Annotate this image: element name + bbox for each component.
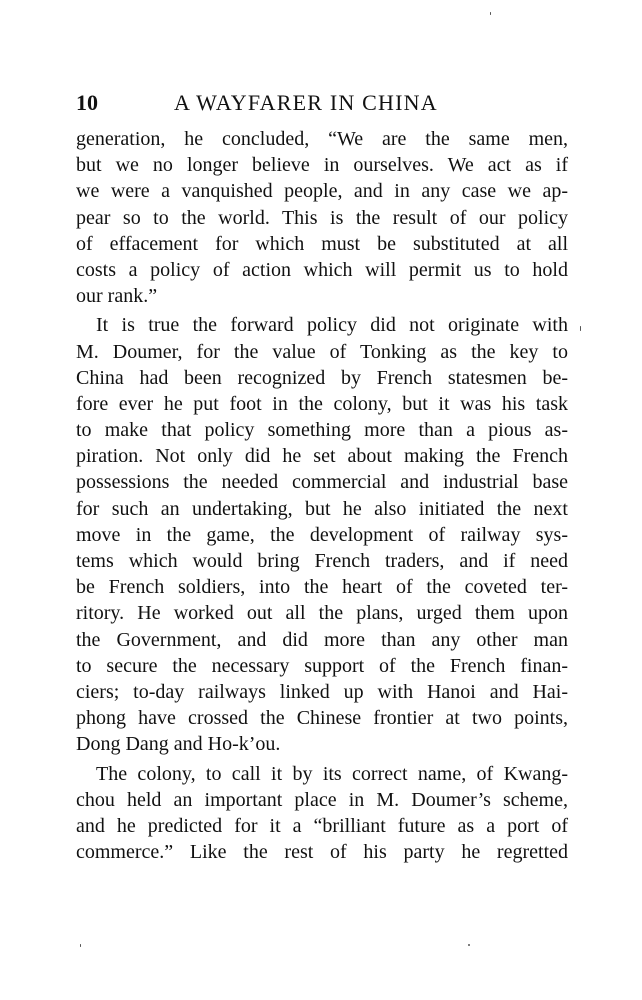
scan-speck (490, 12, 491, 15)
text-line: chou held an important place in M. Doumer’s scheme, (76, 788, 568, 811)
text-line: It is true the forward policy did not originate with (96, 314, 568, 337)
text-line: and he predicted for it a “brilliant future as a port of (76, 814, 568, 837)
text-line: The colony, to call it by its correct name, of Kwang- (96, 762, 568, 785)
text-line: generation, he concluded, “We are the same men, (76, 128, 568, 150)
text-line: possessions the needed commercial and industrial base (76, 471, 568, 494)
text-line: commerce.” Like the rest of his party he regretted (76, 841, 568, 864)
text-line: phong have crossed the Chinese frontier at two points, (76, 707, 568, 730)
text-line: Dong Dang and Ho-k’ou. (76, 733, 281, 756)
page-header (76, 86, 568, 122)
text-line: tems which would bring French traders, and if need (76, 550, 568, 572)
text-line: our rank.” (76, 285, 158, 308)
scan-speck (80, 944, 81, 947)
text-line: of effacement for which must be substituted at all (76, 232, 568, 255)
text-line: costs a policy of action which will permit us to hold (76, 258, 568, 281)
text-line: China had been recognized by French statesmen be- (76, 366, 568, 389)
scan-speck (580, 326, 581, 331)
paragraph (76, 312, 568, 757)
page-number: 10 (76, 90, 98, 115)
text-line: to secure the necessary support of the French finan- (76, 654, 568, 677)
text-line: we were a vanquished people, and in any case we ap- (76, 180, 568, 203)
paragraph (76, 126, 568, 309)
scan-speck (468, 944, 470, 946)
text-line: to make that policy something more than a pious as- (76, 419, 568, 442)
text-line: ritory. He worked out all the plans, urged them upon (76, 602, 568, 625)
text-line: pear so to the world. This is the result of our policy (76, 206, 568, 229)
text-line: but we no longer believe in ourselves. We act as if (76, 154, 568, 177)
running-title: A WAYFARER IN CHINA (174, 90, 438, 115)
text-line: for such an undertaking, but he also initiated the next (76, 497, 568, 520)
text-line: move in the game, the development of railway sys- (76, 523, 568, 546)
paragraph (76, 761, 568, 866)
text-line: piration. Not only did he set about making the French (76, 445, 568, 468)
text-line: ciers; to-day railways linked up with Hanoi and Hai- (76, 680, 568, 703)
text-line: be French soldiers, into the heart of the coveted ter- (76, 576, 568, 599)
body-text (76, 126, 568, 865)
text-line: fore ever he put foot in the colony, but it was his task (76, 392, 568, 415)
text-line: M. Doumer, for the value of Tonking as the key to (76, 340, 568, 363)
text-line: the Government, and did more than any other man (76, 628, 568, 651)
